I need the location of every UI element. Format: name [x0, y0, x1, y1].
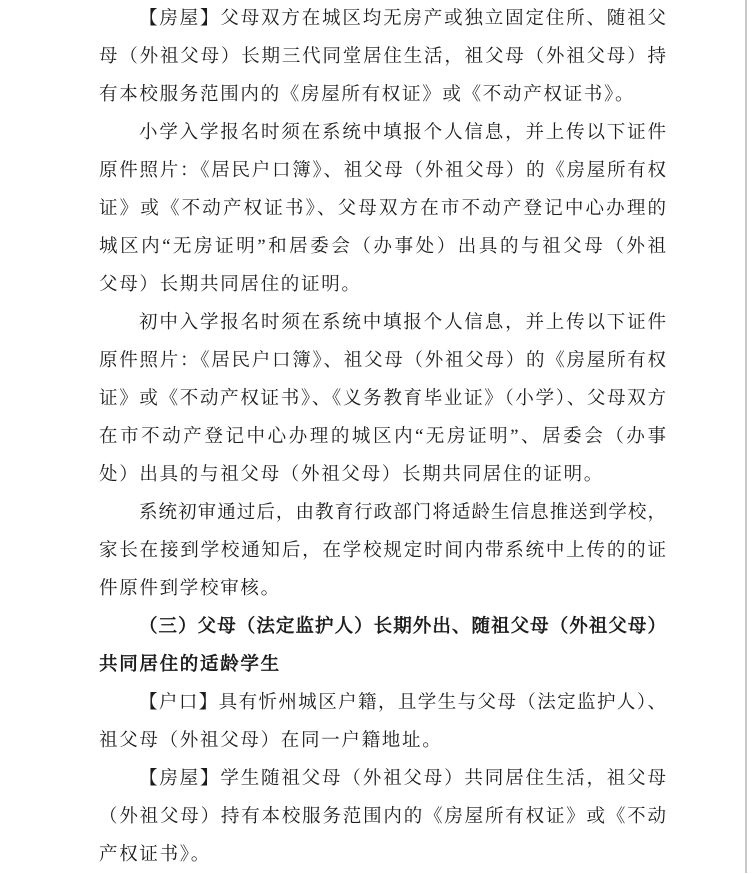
- text-line: 共同居住的适龄学生: [99, 655, 281, 675]
- text-line: 件原件到学校审核。: [99, 579, 281, 599]
- paragraph: [99, 760, 666, 874]
- text-line: 证》或《不动产权证书》、《义务教育毕业证》（小学）、父母双方: [99, 389, 666, 409]
- page-edge-line: [745, 0, 747, 873]
- text-line: （三）父母（法定监护人）长期外出、随祖父母（外祖父母）: [139, 617, 666, 637]
- text-line: 产权证书》。: [99, 845, 211, 865]
- text-line: 系统初审通过后，由教育行政部门将适龄生信息推送到学校，: [139, 503, 666, 523]
- text-line: 处）出具的与祖父母（外祖父母）长期共同居住的证明。: [99, 465, 605, 485]
- text-line: 有本校服务范围内的《房屋所有权证》或《不动产权证书》。: [99, 85, 636, 105]
- text-line: 在市不动产登记中心办理的城区内“无房证明”、居委会（办事: [99, 427, 666, 447]
- text-line: 【户口】具有忻州城区户籍，且学生与父母（法定监护人）、: [139, 693, 666, 713]
- text-line: 【房屋】父母双方在城区均无房产或独立固定住所、随祖父: [139, 9, 666, 29]
- text-line: 母（外祖父母）长期三代同堂居住生活，祖父母（外祖父母）持: [99, 47, 666, 67]
- text-line: 证》或《不动产权证书》、父母双方在市不动产登记中心办理的: [99, 199, 666, 219]
- text-line: 祖父母（外祖父母）在同一户籍地址。: [99, 731, 443, 751]
- text-line: 原件照片：《居民户口簿》、祖父母（外祖父母）的《房屋所有权: [99, 161, 666, 181]
- paragraph: [99, 494, 666, 608]
- paragraph: [99, 684, 666, 760]
- text-line: 原件照片：《居民户口簿》、祖父母（外祖父母）的《房屋所有权: [99, 351, 666, 371]
- text-line: 城区内“无房证明”和居委会（办事处）出具的与祖父母（外祖: [99, 237, 666, 257]
- text-line: 【房屋】学生随祖父母（外祖父母）共同居住生活，祖父母: [139, 769, 666, 789]
- document-body: [99, 0, 666, 874]
- text-line: 小学入学报名时须在系统中填报个人信息，并上传以下证件: [139, 123, 666, 143]
- text-line: （外祖父母）持有本校服务范围内的《房屋所有权证》或《不动: [99, 807, 666, 827]
- paragraph: [99, 114, 666, 304]
- text-line: 家长在接到学校通知后，在学校规定时间内带系统中上传的的证: [99, 541, 666, 561]
- text-line: 父母）长期共同居住的证明。: [99, 275, 362, 295]
- section-heading: [99, 608, 666, 684]
- paragraph: [99, 304, 666, 494]
- text-line: 初中入学报名时须在系统中填报个人信息，并上传以下证件: [139, 313, 666, 333]
- paragraph: [99, 0, 666, 114]
